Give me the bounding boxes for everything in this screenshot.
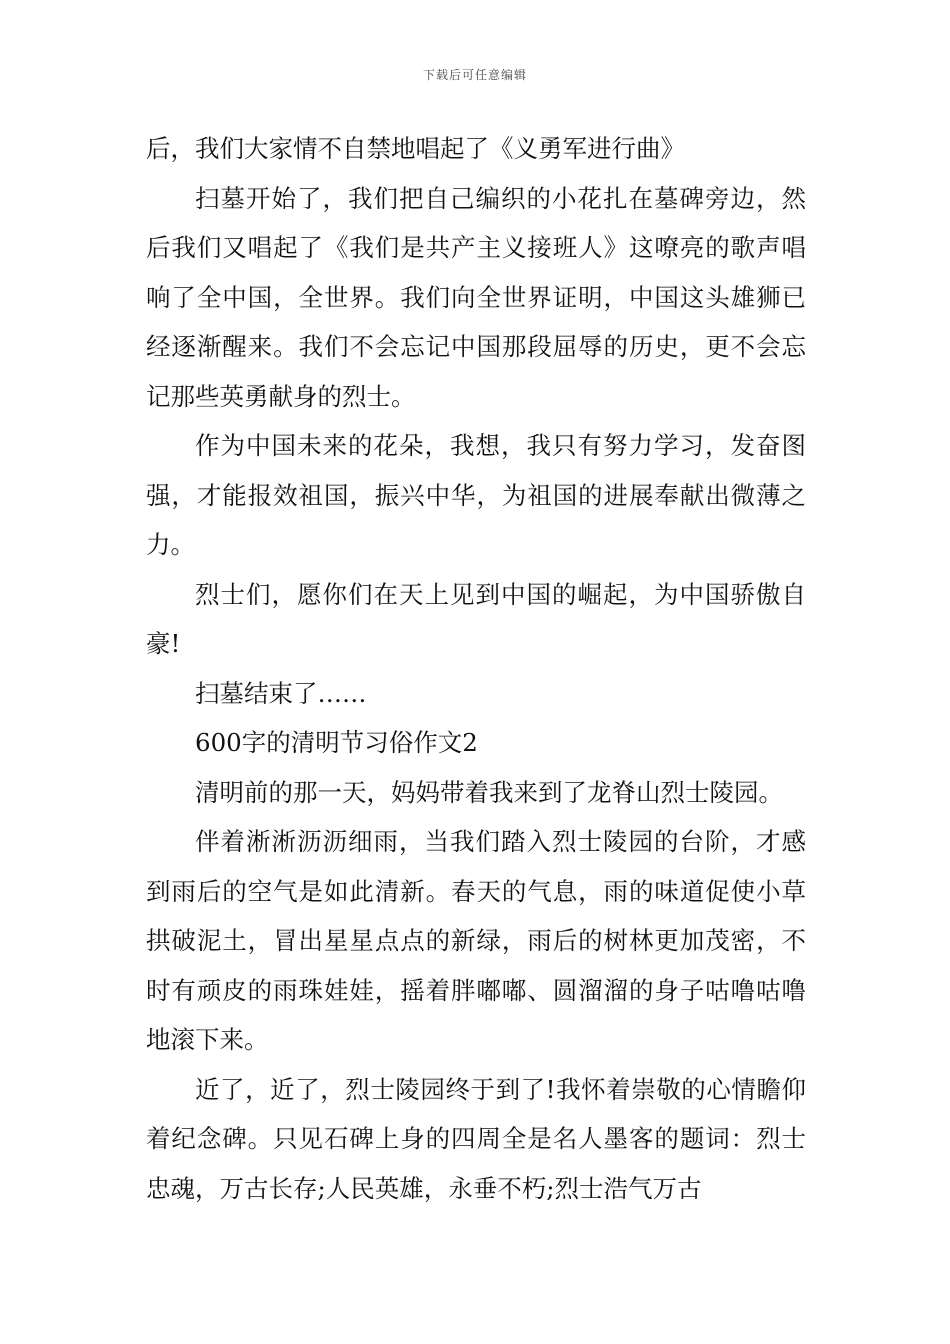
section-title: 600字的清明节习俗作文2 <box>195 728 478 757</box>
paragraph: 近了，近了，烈士陵园终于到了!我怀着崇敬的心情瞻仰着纪念碑。只见石碑上身的四周全是名人墨客的题词：烈士忠魂，万古长存;人民英雄，永垂不朽;烈士浩气万古 <box>146 1074 806 1203</box>
paragraph: 扫墓结束了…… <box>195 678 367 708</box>
paragraph-continuation: 后，我们大家情不自禁地唱起了《义勇军进行曲》 <box>146 134 685 163</box>
paragraph: 作为中国未来的花朵，我想，我只有努力学习，发奋图强，才能报效祖国，振兴中华，为祖国的进展奉献出微薄之力。 <box>146 431 806 559</box>
paragraph: 烈士们，愿你们在天上见到中国的崛起，为中国骄傲自豪! <box>146 579 806 658</box>
paragraph: 扫墓开始了，我们把自己编织的小花扎在墓碑旁边，然后我们又唱起了《我们是共产主义接班人》这嘹亮的歌声唱响了全中国，全世界。我们向全世界证明，中国这头雄狮已经逐渐醒来。我们不会忘记中国那段屈辱的历史，更不会忘记那些英勇献身的烈士。 <box>146 183 806 411</box>
document-body <box>146 124 806 1213</box>
paragraph: 伴着淅淅沥沥细雨，当我们踏入烈士陵园的台阶，才感到雨后的空气是如此清新。春天的气息，雨的味道促使小草拱破泥土，冒出星星点点的新绿，雨后的树林更加茂密，不时有顽皮的雨珠娃娃，摇着胖嘟嘟、圆溜溜的身子咕噜咕噜地滚下来。 <box>146 827 806 1054</box>
header-note: 下载后可任意编辑 <box>422 68 527 82</box>
paragraph: 清明前的那一天，妈妈带着我来到了龙脊山烈士陵园。 <box>195 777 783 807</box>
